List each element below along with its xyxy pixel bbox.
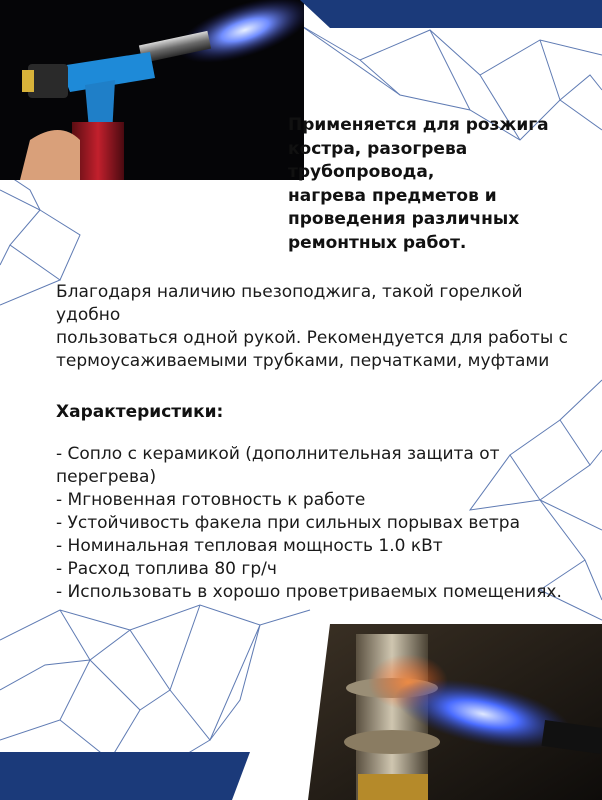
spec-item: - Сопло с керамикой (дополнительная защита от [56, 444, 500, 464]
description-line: Благодаря наличию пьезоподжига, такой горелкой удобно [56, 282, 523, 325]
gas-torch-photo [0, 0, 304, 180]
spec-item: - Расход топлива 80 гр/ч [56, 559, 277, 579]
spec-item: - Устойчивость факела при сильных порывах ветра [56, 513, 521, 533]
spec-item: - Использовать в хорошо проветриваемых помещениях. [56, 582, 562, 602]
spec-item: перегрева) [56, 467, 157, 487]
description-line: пользоваться одной рукой. Рекомендуется для работы с [56, 328, 569, 348]
torch-heating-pipe-photo [308, 624, 602, 800]
top-accent-band [300, 0, 602, 28]
intro-line: проведения различных [288, 209, 520, 229]
intro-text [288, 114, 588, 255]
specs-list [56, 443, 576, 604]
description-text [56, 281, 586, 373]
spec-item: - Мгновенная готовность к работе [56, 490, 366, 510]
bottom-accent-band [0, 752, 250, 800]
specs-title: Характеристики: [56, 402, 224, 422]
intro-line: ремонтных работ. [288, 232, 467, 253]
description-line: термоусаживаемыми трубками, перчатками, муфтами [56, 351, 550, 371]
spec-item: - Номинальная тепловая мощность 1.0 кВт [56, 536, 443, 556]
intro-line: нагрева предметов и [288, 185, 497, 206]
intro-line: костра, разогрева трубопровода, [288, 138, 468, 182]
intro-line: Применяется для розжига [288, 115, 549, 135]
